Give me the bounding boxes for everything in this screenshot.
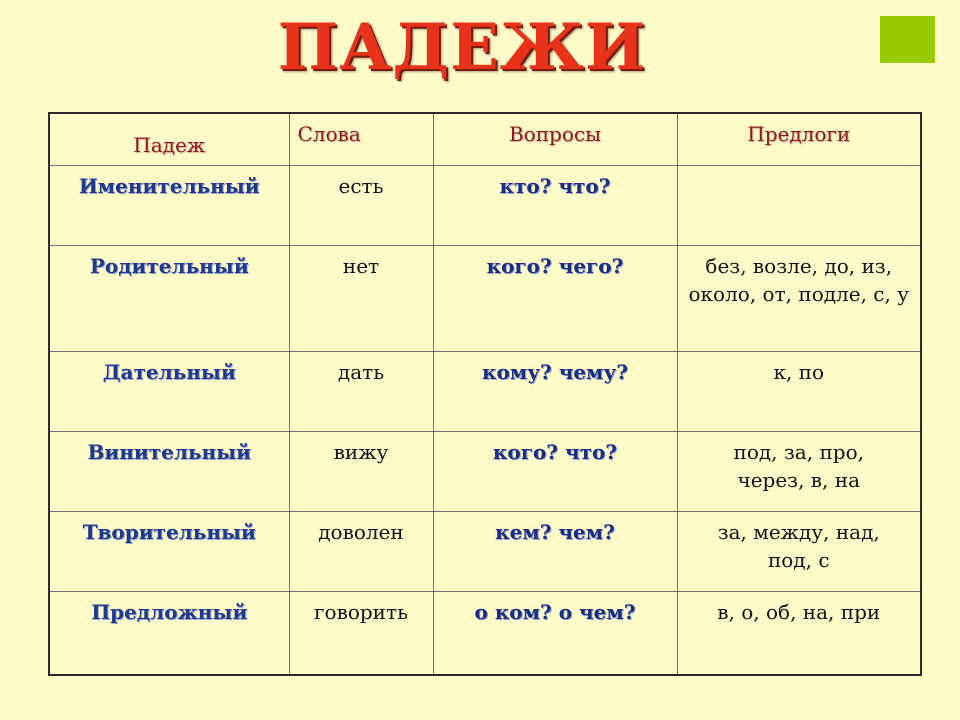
header-label: Слова [297,122,361,146]
word-cell [289,431,433,511]
prepositions-text [678,166,921,172]
question-cell [433,165,677,245]
prepositions-text: за, между, над, под, с [717,519,880,572]
prepositions-cell [677,431,921,511]
question-cell [433,431,677,511]
word-cell [289,351,433,431]
case-name: Винительный [87,439,252,464]
question-cell [433,245,677,351]
prepositions-cell [677,165,921,245]
case-name: Именительный [78,173,260,198]
case-question: кем? чем? [495,519,615,544]
prepositions-cell [677,511,921,591]
case-question: кого? что? [492,439,618,464]
prepositions-cell [677,591,921,675]
table-row [49,165,921,245]
example-word: вижу [333,439,389,464]
prepositions-text: к, по [773,359,825,384]
table-row [49,245,921,351]
header-label: Падеж [133,133,206,158]
word-cell [289,245,433,351]
case-name: Предложный [91,599,248,624]
prepositions-text: без, возле, до, из, около, от, подле, с, у [688,253,909,306]
case-name: Родительный [89,253,249,278]
case-name: Дательный [102,359,236,384]
case-cell [49,591,289,675]
prepositions-text: в, о, об, на, при [717,599,881,624]
page-title: ПАДЕЖИ [277,10,647,85]
green-square-marker [880,16,935,63]
word-cell [289,165,433,245]
header-cell-prepositions [677,113,921,165]
table-row [49,431,921,511]
question-cell [433,591,677,675]
example-word: есть [338,173,384,198]
question-cell [433,511,677,591]
case-question: кому? чему? [482,359,628,384]
question-cell [433,351,677,431]
case-cell [49,245,289,351]
header-cell-questions [433,113,677,165]
example-word: доволен [318,519,404,544]
word-cell [289,511,433,591]
case-cell [49,165,289,245]
header-label: Вопросы [508,122,602,146]
case-question: кого? чего? [486,253,624,278]
table-row [49,591,921,675]
case-cell [49,511,289,591]
case-name: Творительный [82,519,256,544]
case-question: о ком? о чем? [474,599,636,624]
prepositions-cell [677,351,921,431]
word-cell [289,591,433,675]
case-cell [49,431,289,511]
header-label: Предлоги [747,122,851,146]
table-row [49,511,921,591]
case-cell [49,351,289,431]
header-cell-case [49,113,289,165]
header-cell-words [289,113,433,165]
example-word: нет [342,253,380,278]
table-row [49,351,921,431]
case-question: кто? что? [499,173,611,198]
example-word: говорить [314,599,408,624]
example-word: дать [337,359,385,384]
prepositions-text: под, за, про, через, в, на [733,439,864,492]
cases-table [48,112,922,676]
table-header-row [49,113,921,165]
prepositions-cell [677,245,921,351]
